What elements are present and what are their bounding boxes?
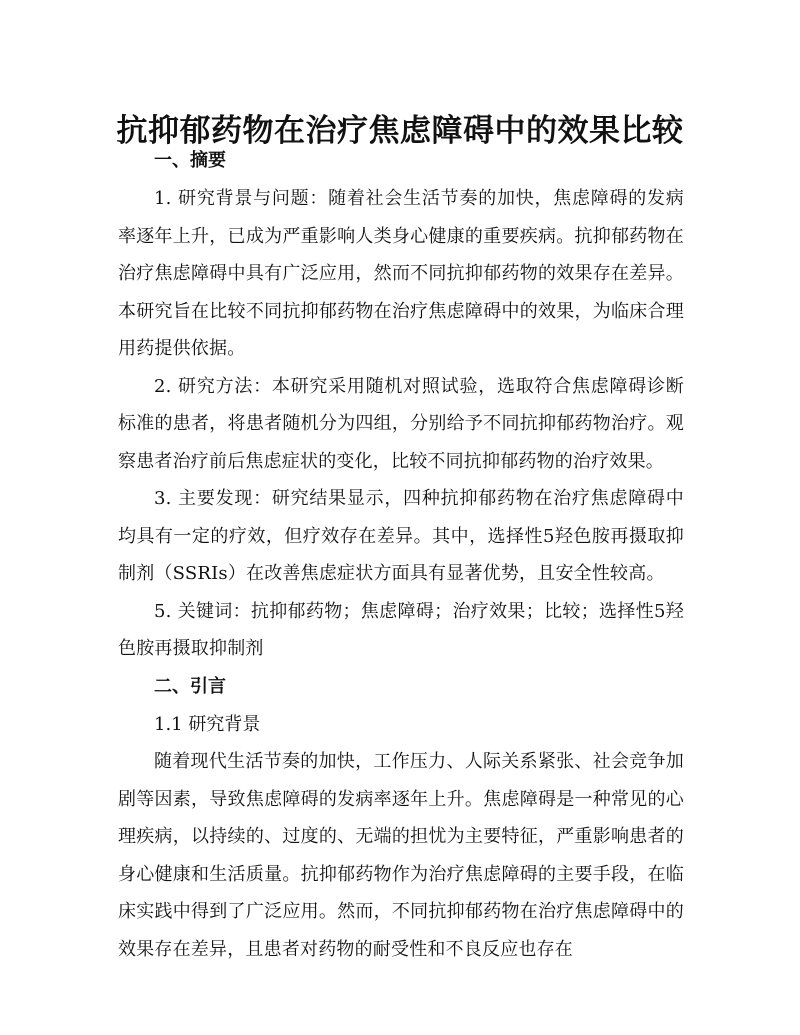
abstract-paragraph-keywords: 5. 关键词：抗抑郁药物；焦虑障碍；治疗效果；比较；选择性5羟色胺再摄取抑制剂 xyxy=(118,600,684,659)
introduction-paragraph: 随着现代生活节奏的加快，工作压力、人际关系紧张、社会竞争加剧等因素，导致焦虑障碍的发病率逐年上升。焦虑障碍是一种常见的心理疾病，以持续的、过度的、无端的担忧为主要特征，严重影响患者的身心健康和生活质量。抗抑郁药物作为治疗焦虑障碍的主要手段，在临床实践中得到了广泛应用。然而，不同抗抑郁药物在治疗焦虑障碍中的效果存在差异，且患者对药物的耐受性和不良反应也存在 xyxy=(118,751,684,960)
section-heading-introduction: 二、引言 xyxy=(154,675,226,697)
abstract-paragraph-methods: 2. 研究方法：本研究采用随机对照试验，选取符合焦虑障碍诊断标准的患者，将患者随机分为四组，分别给予不同抗抑郁药物治疗。观察患者治疗前后焦虑症状的变化，比较不同抗抑郁药物的治疗效果。 xyxy=(118,375,684,472)
abstract-paragraph-background: 1. 研究背景与问题：随着社会生活节奏的加快，焦虑障碍的发病率逐年上升，已成为严重影响人类身心健康的重要疾病。抗抑郁药物在治疗焦虑障碍中具有广泛应用，然而不同抗抑郁药物的效果存在差异。本研究旨在比较不同抗抑郁药物在治疗焦虑障碍中的效果，为临床合理用药提供依据。 xyxy=(118,188,684,359)
document-body xyxy=(118,142,684,968)
section-heading-abstract: 一、摘要 xyxy=(154,150,226,171)
abstract-paragraph-findings: 3. 主要发现：研究结果显示，四种抗抑郁药物在治疗焦虑障碍中均具有一定的疗效，但疗效存在差异。其中，选择性5羟色胺再摄取抑制剂（SSRIs）在改善焦虑症状方面具有显著优势，且安全性较高。 xyxy=(118,488,684,584)
subsection-heading-background: 1.1 研究背景 xyxy=(154,713,261,735)
document-title: 抗抑郁药物在治疗焦虑障碍中的效果比较 xyxy=(116,112,684,149)
